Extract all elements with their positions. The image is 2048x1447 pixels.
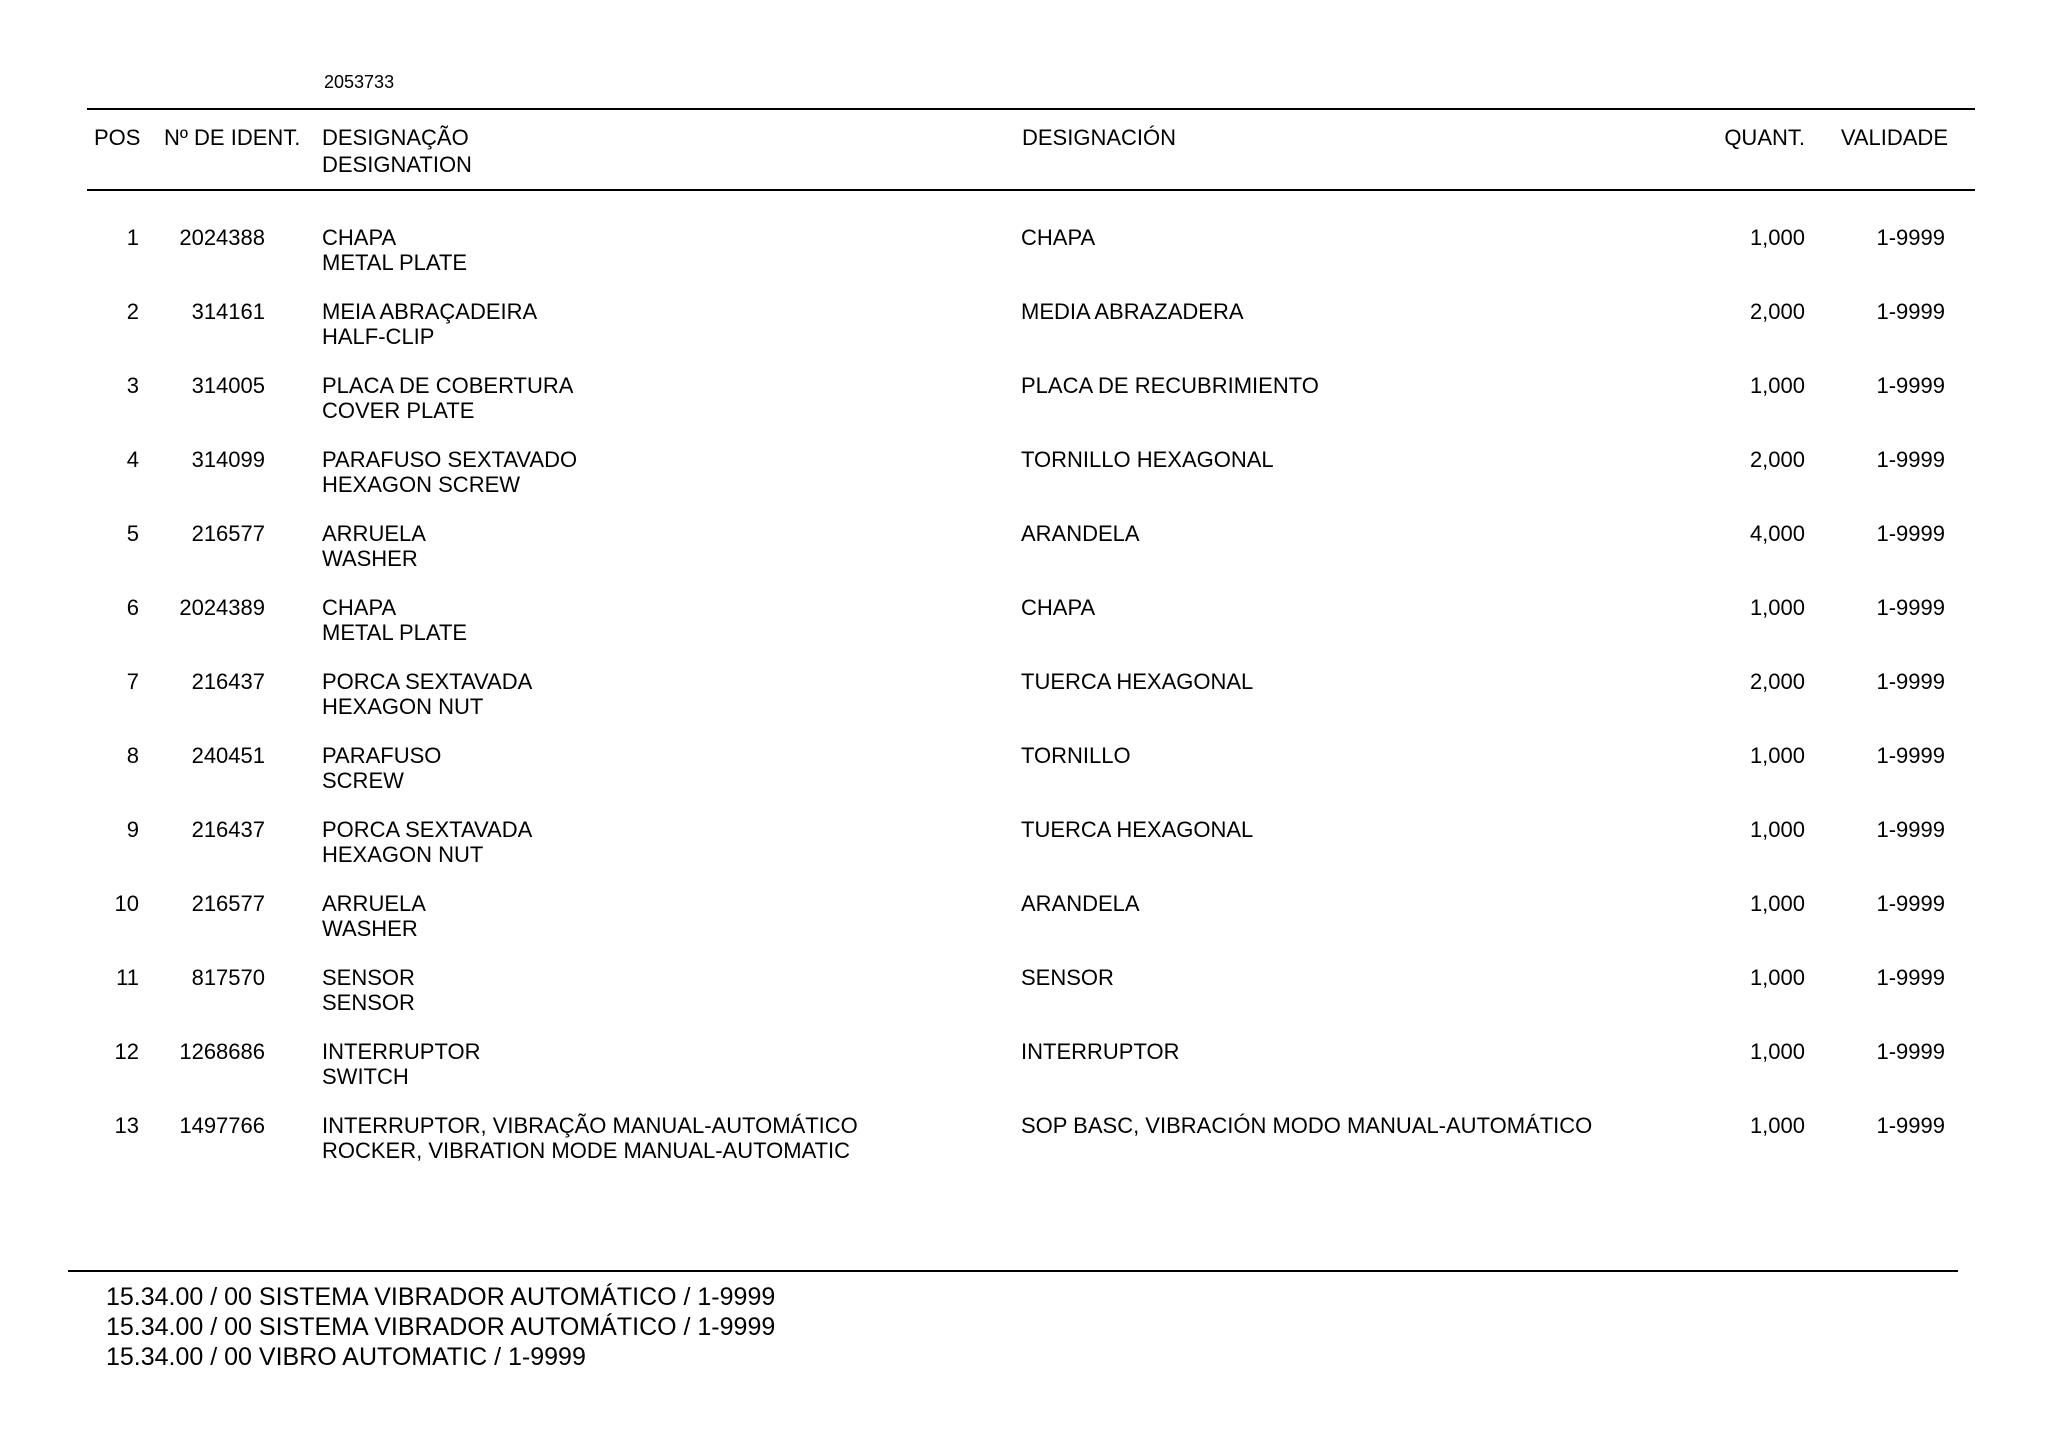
cell-designation-en: HALF-CLIP bbox=[322, 324, 435, 349]
column-header-designation-en: DESIGNATION bbox=[322, 152, 472, 177]
cell-quant: 1,000 bbox=[1749, 891, 1805, 916]
cell-validity: 1-9999 bbox=[1876, 447, 1945, 472]
cell-validity: 1-9999 bbox=[1876, 1039, 1945, 1064]
cell-validity: 1-9999 bbox=[1876, 891, 1945, 916]
cell-pos: 9 bbox=[126, 817, 139, 842]
cell-pos: 1 bbox=[126, 225, 139, 250]
cell-designation-en: METAL PLATE bbox=[322, 250, 468, 275]
header-top-divider bbox=[87, 108, 1975, 110]
cell-designation-en: COVER PLATE bbox=[322, 398, 475, 423]
cell-designation-pt: PORCA SEXTAVADA bbox=[322, 669, 533, 694]
cell-designation-es: SOP BASC, VIBRACIÓN MODO MANUAL-AUTOMÁTICO bbox=[1021, 1113, 1593, 1138]
cell-designation-es: CHAPA bbox=[1021, 595, 1096, 620]
footer-line: 15.34.00 / 00 VIBRO AUTOMATIC / 1-9999 bbox=[106, 1343, 586, 1371]
cell-designation-en: METAL PLATE bbox=[322, 620, 468, 645]
cell-quant: 1,000 bbox=[1749, 743, 1805, 768]
cell-designation-pt: INTERRUPTOR, VIBRAÇÃO MANUAL-AUTOMÁTICO bbox=[322, 1113, 858, 1138]
cell-designation-pt: PARAFUSO bbox=[322, 743, 442, 768]
cell-ident: 216577 bbox=[191, 891, 265, 916]
table-row bbox=[0, 743, 2048, 817]
cell-ident: 1268686 bbox=[179, 1039, 265, 1064]
cell-designation-es: MEDIA ABRAZADERA bbox=[1021, 299, 1244, 324]
cell-ident: 2024389 bbox=[179, 595, 265, 620]
column-header-designation-pt: DESIGNAÇÃO bbox=[322, 125, 469, 150]
cell-designation-es: TUERCA HEXAGONAL bbox=[1021, 669, 1254, 694]
cell-pos: 10 bbox=[114, 891, 139, 916]
table-row bbox=[0, 817, 2048, 891]
cell-validity: 1-9999 bbox=[1876, 595, 1945, 620]
cell-ident: 216437 bbox=[191, 669, 265, 694]
cell-validity: 1-9999 bbox=[1876, 817, 1945, 842]
cell-ident: 216437 bbox=[191, 817, 265, 842]
cell-designation-es: CHAPA bbox=[1021, 225, 1096, 250]
cell-quant: 1,000 bbox=[1749, 595, 1805, 620]
document-number: 2053733 bbox=[324, 72, 395, 92]
cell-validity: 1-9999 bbox=[1876, 743, 1945, 768]
cell-designation-es: PLACA DE RECUBRIMIENTO bbox=[1021, 373, 1319, 398]
cell-pos: 6 bbox=[126, 595, 139, 620]
cell-validity: 1-9999 bbox=[1876, 299, 1945, 324]
cell-designation-pt: PORCA SEXTAVADA bbox=[322, 817, 533, 842]
cell-ident: 314099 bbox=[191, 447, 265, 472]
cell-validity: 1-9999 bbox=[1876, 521, 1945, 546]
cell-designation-es: ARANDELA bbox=[1021, 891, 1140, 916]
cell-quant: 2,000 bbox=[1749, 669, 1805, 694]
cell-designation-en: ROCKER, VIBRATION MODE MANUAL-AUTOMATIC bbox=[322, 1138, 851, 1163]
table-row bbox=[0, 521, 2048, 595]
cell-quant: 1,000 bbox=[1749, 817, 1805, 842]
cell-designation-en: HEXAGON SCREW bbox=[322, 472, 521, 497]
table-row bbox=[0, 669, 2048, 743]
cell-validity: 1-9999 bbox=[1876, 965, 1945, 990]
header-bottom-divider bbox=[87, 189, 1975, 191]
table-row bbox=[0, 225, 2048, 299]
cell-validity: 1-9999 bbox=[1876, 225, 1945, 250]
cell-pos: 4 bbox=[126, 447, 139, 472]
parts-table-body bbox=[0, 225, 2048, 1187]
cell-quant: 1,000 bbox=[1749, 1039, 1805, 1064]
cell-validity: 1-9999 bbox=[1876, 373, 1945, 398]
cell-ident: 314005 bbox=[191, 373, 265, 398]
cell-designation-pt: ARRUELA bbox=[322, 891, 426, 916]
cell-designation-en: SENSOR bbox=[322, 990, 415, 1015]
cell-designation-pt: INTERRUPTOR bbox=[322, 1039, 481, 1064]
cell-designation-en: SCREW bbox=[322, 768, 404, 793]
cell-designation-pt: PLACA DE COBERTURA bbox=[322, 373, 574, 398]
cell-designation-pt: MEIA ABRAÇADEIRA bbox=[322, 299, 538, 324]
footer-line: 15.34.00 / 00 SISTEMA VIBRADOR AUTOMÁTICO / 1-9999 bbox=[106, 1283, 776, 1311]
column-header-pos: POS bbox=[94, 125, 141, 150]
footer-divider bbox=[68, 1270, 1958, 1272]
cell-pos: 7 bbox=[126, 669, 139, 694]
cell-pos: 13 bbox=[114, 1113, 139, 1138]
footer-line: 15.34.00 / 00 SISTEMA VIBRADOR AUTOMÁTICO / 1-9999 bbox=[106, 1313, 776, 1341]
cell-validity: 1-9999 bbox=[1876, 669, 1945, 694]
cell-ident: 1497766 bbox=[179, 1113, 265, 1138]
cell-ident: 817570 bbox=[191, 965, 265, 990]
cell-quant: 1,000 bbox=[1749, 1113, 1805, 1138]
cell-designation-es: ARANDELA bbox=[1021, 521, 1140, 546]
cell-quant: 2,000 bbox=[1749, 447, 1805, 472]
table-row bbox=[0, 891, 2048, 965]
column-header-ident: Nº DE IDENT. bbox=[164, 125, 301, 150]
table-row bbox=[0, 965, 2048, 1039]
table-row bbox=[0, 1113, 2048, 1187]
cell-ident: 2024388 bbox=[179, 225, 265, 250]
cell-ident: 314161 bbox=[191, 299, 265, 324]
cell-designation-en: HEXAGON NUT bbox=[322, 842, 484, 867]
footer-assembly-references bbox=[106, 1282, 775, 1372]
cell-pos: 12 bbox=[114, 1039, 139, 1064]
cell-designation-en: WASHER bbox=[322, 916, 418, 941]
cell-designation-pt: ARRUELA bbox=[322, 521, 426, 546]
cell-quant: 2,000 bbox=[1749, 299, 1805, 324]
cell-pos: 5 bbox=[126, 521, 139, 546]
cell-quant: 1,000 bbox=[1749, 965, 1805, 990]
column-header-validity: VALIDADE bbox=[1840, 125, 1948, 150]
cell-ident: 240451 bbox=[191, 743, 265, 768]
cell-pos: 2 bbox=[126, 299, 139, 324]
cell-designation-es: TORNILLO bbox=[1021, 743, 1131, 768]
cell-designation-es: TUERCA HEXAGONAL bbox=[1021, 817, 1254, 842]
column-header-quant: QUANT. bbox=[1724, 125, 1805, 150]
table-row bbox=[0, 447, 2048, 521]
column-header-designation bbox=[322, 124, 472, 178]
cell-pos: 11 bbox=[116, 965, 139, 990]
cell-designation-en: HEXAGON NUT bbox=[322, 694, 484, 719]
table-row bbox=[0, 1039, 2048, 1113]
cell-designation-en: WASHER bbox=[322, 546, 418, 571]
cell-pos: 3 bbox=[126, 373, 139, 398]
column-header-designation-es: DESIGNACIÓN bbox=[1022, 125, 1177, 150]
cell-pos: 8 bbox=[126, 743, 139, 768]
cell-designation-pt: SENSOR bbox=[322, 965, 415, 990]
cell-quant: 1,000 bbox=[1749, 225, 1805, 250]
table-row bbox=[0, 299, 2048, 373]
cell-ident: 216577 bbox=[191, 521, 265, 546]
cell-designation-en: SWITCH bbox=[322, 1064, 409, 1089]
cell-validity: 1-9999 bbox=[1876, 1113, 1945, 1138]
cell-designation-pt: CHAPA bbox=[322, 595, 397, 620]
cell-quant: 1,000 bbox=[1749, 373, 1805, 398]
cell-designation-es: TORNILLO HEXAGONAL bbox=[1021, 447, 1274, 472]
cell-designation-pt: CHAPA bbox=[322, 225, 397, 250]
cell-designation-pt: PARAFUSO SEXTAVADO bbox=[322, 447, 578, 472]
table-row bbox=[0, 373, 2048, 447]
cell-designation-es: INTERRUPTOR bbox=[1021, 1039, 1180, 1064]
table-row bbox=[0, 595, 2048, 669]
cell-designation-es: SENSOR bbox=[1021, 965, 1114, 990]
cell-quant: 4,000 bbox=[1749, 521, 1805, 546]
